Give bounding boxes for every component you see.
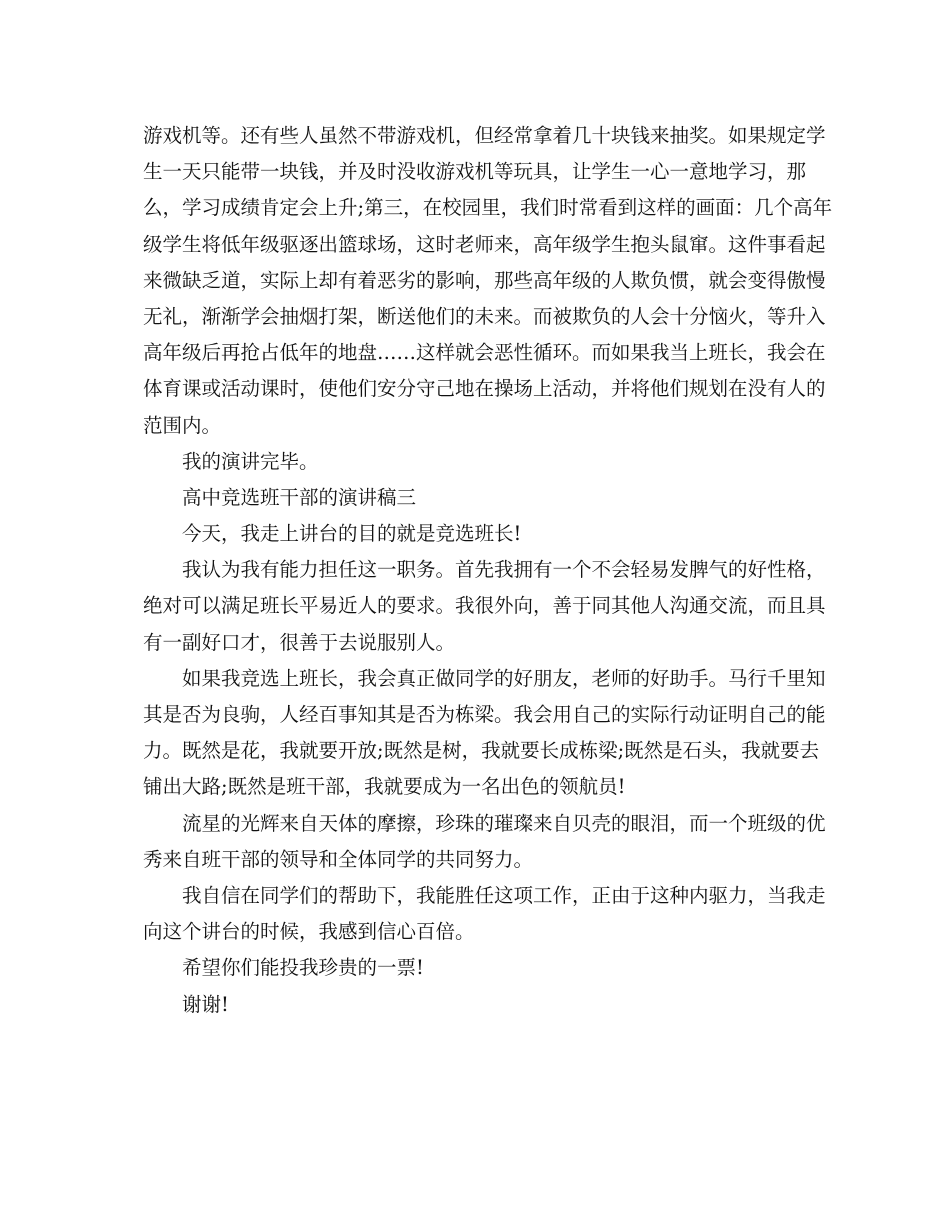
paragraph [143, 878, 826, 950]
text-line: 力。既然是花，我就要开放;既然是树，我就要长成栋梁;既然是石头，我就要去 [143, 739, 820, 763]
text-line: 谢谢! [182, 992, 229, 1016]
text-line: 绝对可以满足班长平易近人的要求。我很外向，善于同其他人沟通交流，而且具 [143, 594, 826, 618]
paragraph [143, 552, 826, 661]
text-line: 高年级后再抢占低年的地盘……这样就会恶性循环。而如果我当上班长，我会在 [143, 341, 826, 365]
text-line: 秀来自班干部的领导和全体同学的共同努力。 [143, 847, 534, 871]
text-line: 流星的光辉来自天体的摩擦，珍珠的璀璨来自贝壳的眼泪，而一个班级的优 [182, 811, 826, 835]
text-line: 有一副好口才，很善于去说服别人。 [143, 630, 456, 654]
text-line: 今天，我走上讲台的目的就是竞选班长! [182, 522, 522, 546]
text-line: 如果我竞选上班长，我会真正做同学的好朋友，老师的好助手。马行千里知 [182, 666, 826, 690]
document-body [143, 118, 833, 1023]
text-line: 无礼，渐渐学会抽烟打架，断送他们的未来。而被欺负的人会十分恼火，等升入 [143, 304, 826, 328]
text-line: 其是否为良驹，人经百事知其是否为栋梁。我会用自己的实际行动证明自己的能 [143, 703, 826, 726]
paragraph [143, 118, 833, 444]
text-line: 我的演讲完毕。 [182, 449, 319, 473]
text-line: 我自信在同学们的帮助下，我能胜任这项工作，正由于这种内驱力，当我走 [182, 883, 826, 907]
paragraph [143, 480, 798, 516]
paragraph [143, 444, 798, 480]
paragraph [143, 661, 826, 806]
text-line: 高中竞选班干部的演讲稿三 [182, 485, 417, 509]
text-line: 向这个讲台的时候，我感到信心百倍。 [143, 920, 475, 944]
text-line: 体育课或活动课时，使他们安分守己地在操场上活动，并将他们规划在没有人的 [143, 377, 826, 401]
text-line: 铺出大路;既然是班干部，我就要成为一名出色的领航员! [143, 775, 626, 799]
text-line: 游戏机等。还有些人虽然不带游戏机，但经常拿着几十块钱来抽奖。如果规定学 [143, 124, 826, 147]
paragraph [143, 950, 798, 986]
text-line: 生一天只能带一块钱，并及时没收游戏机等玩具，让学生一心一意地学习，那 [143, 160, 807, 184]
paragraph [143, 987, 798, 1023]
text-line: 么，学习成绩肯定会上升;第三，在校园里，我们时常看到这样的画面：几个高年 [143, 196, 833, 220]
text-line: 我认为我有能力担任这一职务。首先我拥有一个不会轻易发脾气的好性格， [182, 558, 826, 582]
text-line: 范围内。 [143, 413, 222, 437]
paragraph [143, 516, 798, 552]
text-line: 希望你们能投我珍贵的一票! [182, 956, 424, 980]
text-line: 级学生将低年级驱逐出篮球场，这时老师来，高年级学生抱头鼠窜。这件事看起 [143, 232, 826, 256]
text-line: 来微缺乏道，实际上却有着恶劣的影响，那些高年级的人欺负惯，就会变得傲慢 [143, 268, 826, 292]
paragraph [143, 806, 826, 878]
